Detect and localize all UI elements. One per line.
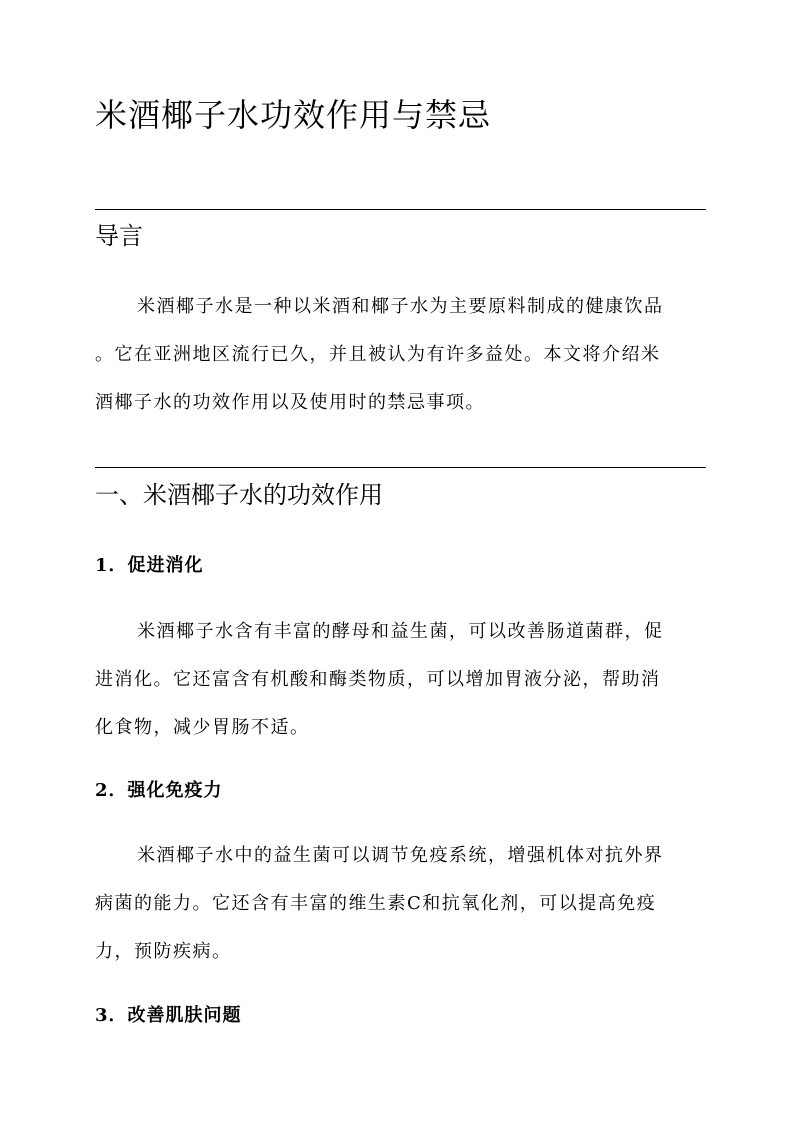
digestion-paragraph [95, 608, 707, 752]
immunity-line: 力，预防疾病。 [95, 941, 232, 962]
digestion-line: 进消化。它还富含有机酸和酶类物质，可以增加胃液分泌，帮助消 [95, 669, 661, 690]
immunity-line: 病菌的能力。它还含有丰富的维生素C和抗氧化剂，可以提高免疫 [95, 893, 657, 914]
immunity-paragraph [95, 832, 707, 976]
subsection-heading-immunity: 2．强化免疫力 [95, 780, 223, 801]
intro-line: 。它在亚洲地区流行已久，并且被认为有许多益处。本文将介绍米 [95, 344, 661, 365]
intro-line: 酒椰子水的功效作用以及使用时的禁忌事项。 [95, 392, 485, 413]
intro-line: 米酒椰子水是一种以米酒和椰子水为主要原料制成的健康饮品 [137, 296, 664, 317]
subsection-heading-digestion: 1．促进消化 [95, 555, 204, 576]
document-title: 米酒椰子水功效作用与禁忌 [95, 96, 492, 134]
digestion-line: 化食物，减少胃肠不适。 [95, 717, 310, 738]
digestion-line: 米酒椰子水含有丰富的酵母和益生菌，可以改善肠道菌群，促 [137, 621, 664, 642]
intro-paragraph [95, 283, 707, 427]
intro-heading: 导言 [95, 222, 143, 250]
section-heading: 一、米酒椰子水的功效作用 [95, 481, 383, 509]
immunity-line: 米酒椰子水中的益生菌可以调节免疫系统，增强机体对抗外界 [137, 845, 664, 866]
subsection-heading-skin: 3．改善肌肤问题 [95, 1005, 242, 1026]
section-divider [95, 467, 706, 468]
intro-divider [95, 209, 706, 210]
